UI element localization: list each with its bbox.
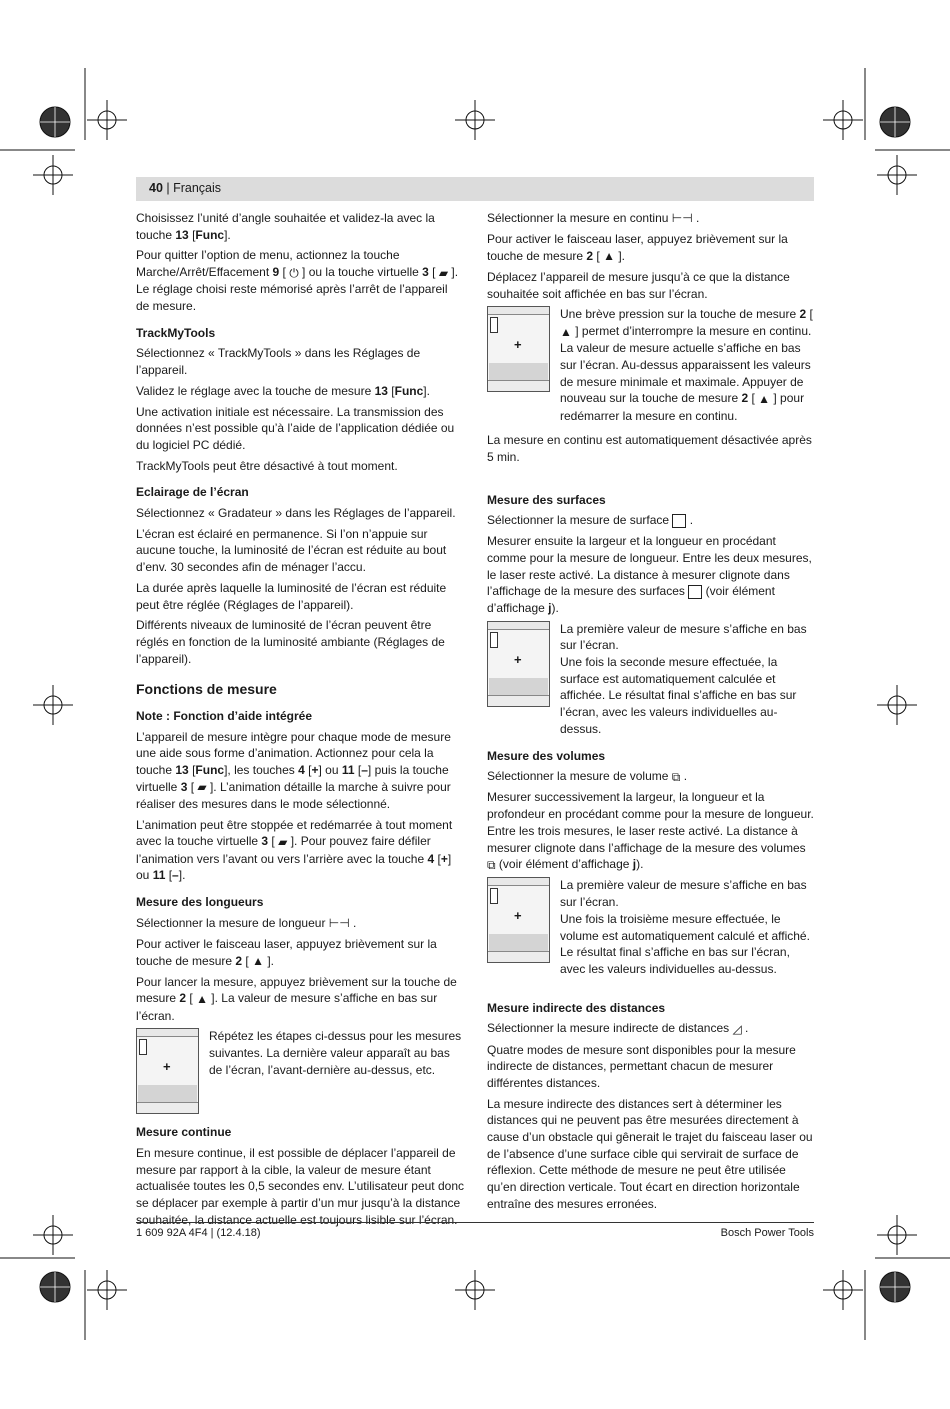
paragraph: Quatre modes de mesure sont disponibles pour la mesure indirecte de distances, permettant chacun de mesurer différentes distances.	[487, 1042, 796, 1090]
paragraph: Sélectionner la mesure en continu ⊢⊣ .	[487, 211, 700, 226]
page-number: 40	[149, 181, 163, 195]
page-footer	[136, 1222, 814, 1239]
chapter-heading: Fonctions de mesure	[136, 681, 277, 698]
figure-row: + Une brève pression sur la touche de mesure 2 [ ▲ ] permet d’interrompre la mesure en continu. La valeur de mesure actuelle s’affiche en bas sur l’écran. Au-dessus apparaissent les valeurs de mesure minimale et maximale. Appuyer de nouveau sur la touche de mesure 2 [ ▲ ] pour redémarrer la mesure en continu.	[487, 306, 815, 424]
paragraph: Mesurer ensuite la largeur et la longueur en procédant comme pour la mesure de longueur. Entre les deux mesures, le laser reste activé. La distance à mesurer clignote dans l’affichage de la mesure des surfaces (voir élément d’affichage j).	[487, 534, 812, 615]
section-heading: Mesure des volumes	[487, 748, 606, 763]
paragraph: Pour lancer la mesure, appuyez brièvement sur la touche de mesure 2 [ ▲ ]. La valeur de mesure s’affiche en bas sur l’écran.	[136, 974, 457, 1023]
figure-row: + Répétez les étapes ci-dessus pour les mesures suivantes. La dernière valeur apparaît au bas de l’écran, l’avant-dernière au-dessus, etc.	[136, 1028, 464, 1114]
paragraph: Sélectionner la mesure de surface .	[487, 513, 694, 528]
paragraph: Pour quitter l’option de menu, actionnez la touche Marche/Arrêt/Effacement 9 [ ⏻ ] ou la touche virtuelle 3 [ ▰ ]. Le réglage choisi reste mémorisé après l’arrêt de l’appareil de mesure.	[136, 248, 459, 313]
softkey-icon: ▰	[438, 265, 449, 280]
paragraph: Validez le réglage avec la touche de mesure 13 [Func].	[136, 383, 430, 398]
battery-icon	[139, 1039, 147, 1055]
paragraph: Mesurer successivement la largeur, la longueur et la profondeur en procédant comme pour la mesure de longueur. Entre les trois mesures, le laser reste activé. La distance à mesurer clignote dans l’affichage de la mesure des volumes ⧉ (voir élément d’affichage j).	[487, 790, 814, 872]
paragraph: Sélectionner la mesure de volume ⧉ .	[487, 769, 688, 784]
figure-row: + La première valeur de mesure s’affiche en bas sur l’écran. Une fois la troisième mesure effectuée, le volume est automatiquement calculé et affiché. Le résultat final s’affiche en bas sur l’écran, avec les valeurs individuelles au-dessus.	[487, 877, 815, 977]
paragraph: Une activation initiale est nécessaire. La transmission des données n’est possible qu’à l’aide de l’application dédiée ou du logiciel PC dédié.	[136, 404, 455, 452]
section-heading: Eclairage de l’écran	[136, 485, 249, 500]
measure-key-icon: ▲	[560, 324, 572, 339]
volume-mode-icon: ⧉	[487, 857, 496, 872]
right-column	[487, 210, 815, 1217]
softkey-icon: ▰	[197, 780, 207, 795]
power-key-icon: ⏻	[289, 265, 299, 280]
paragraph: Sélectionner la mesure de longueur ⊢⊣ .	[136, 915, 357, 931]
length-mode-icon: ⊢⊣	[328, 916, 350, 931]
device-display-illustration	[136, 1028, 199, 1114]
page-language: Français	[173, 181, 222, 195]
paragraph: Déplacez l’appareil de mesure jusqu’à ce que la distance souhaitée soit affichée en bas sur l’écran.	[487, 270, 790, 301]
section-heading: Note : Fonction d’aide intégrée	[136, 709, 313, 724]
left-column	[136, 210, 464, 1233]
paragraph: L’appareil de mesure intègre pour chaque mode de mesure une aide sous forme d’animation. Actionnez pour cela la touche 13 [Func], les touches 4 [+] ou 11 [–] puis la touche virtuelle 3 [ ▰ ]. L’animation détaille la marche à suivre pour réaliser des mesures dans le mode sélectionné.	[136, 729, 451, 812]
device-display-illustration: +	[487, 306, 550, 392]
paragraph: Pour activer le faisceau laser, appuyez brièvement sur la touche de mesure 2 [ ▲ ].	[136, 936, 437, 969]
surface-mode-icon	[672, 514, 686, 528]
continuous-mode-icon: ⊢⊣	[671, 211, 693, 226]
paragraph: L’animation peut être stoppée et redémarrée à tout moment avec la touche virtuelle 3 [ ▰ ]. Pour pouvez faire défiler l’animation vers l’avant ou vers l’arrière avec la touche 4 [+] ou 11 [–].	[136, 817, 453, 883]
softkey-icon: ▰	[278, 834, 288, 849]
paragraph: L’écran est éclairé en permanence. Si l’on n’appuie sur aucune touche, la luminosité de l’écran est réduite au bout d’env. 30 secondes afin de ménager l’accu.	[136, 526, 447, 575]
volume-mode-icon: ⧉	[671, 769, 681, 784]
paragraph: En mesure continue, il est possible de déplacer l’appareil de mesure par rapport à la cible, la valeur de mesure étant actualisée toutes les 0,5 secondes env. L’utilisateur peut donc se déplacer par exemple à partir d’un mur jusqu’à la distance souhaitée, la distance actuelle est toujours lisible sur l’écran.	[136, 1146, 464, 1227]
section-heading: Mesure continue	[136, 1125, 232, 1140]
paragraph: La durée après laquelle la luminosité de l’écran est réduite peut être réglée (Réglages de l’appareil).	[136, 580, 447, 612]
figure-row: + La première valeur de mesure s’affiche en bas sur l’écran. Une fois la seconde mesure effectuée, la surface est automatiquement calculée et affichée. Le résultat final s’affiche en bas sur l’écran, avec les valeurs individuelles au-dessus.	[487, 621, 815, 738]
paragraph: Choisissez l’unité d’angle souhaitée et validez-la avec la touche 13 [Func].	[136, 211, 435, 242]
section-heading: Mesure indirecte des distances	[487, 1000, 666, 1015]
section-heading: TrackMyTools	[136, 325, 216, 340]
surface-mode-icon	[688, 585, 702, 599]
paragraph: La mesure en continu est automatiquement désactivée après 5 min.	[487, 433, 812, 465]
crosshair-icon: +	[163, 1059, 171, 1075]
page-header: 40 | Français	[136, 177, 814, 201]
paragraph: La mesure indirecte des distances sert à déterminer les distances qui ne peuvent pas être mesurées directement à cause d’un obstacle qui gênerait le trajet du faisceau laser ou de l’absence d’une surface cible qui servirait de surface de réflexion. Cette méthode de mesure ne peut être utilisée qu’en direction verticale. Tout écart en direction horizontale entraîne des mesures erronées.	[487, 1096, 813, 1211]
paragraph: Différents niveaux de luminosité de l’écran peuvent être réglés en fonction de la luminosité ambiante (Réglages de l’appareil).	[136, 618, 445, 666]
measure-key-icon: ▲	[603, 249, 615, 264]
paragraph: Sélectionnez « Gradateur » dans les Réglages de l’appareil.	[136, 506, 456, 521]
brand-name: Bosch Power Tools	[720, 1227, 814, 1239]
measure-key-icon: ▲	[196, 991, 208, 1006]
paragraph: TrackMyTools peut être désactivé à tout moment.	[136, 458, 398, 473]
measure-key-icon: ▲	[252, 954, 264, 969]
section-heading: Mesure des longueurs	[136, 895, 264, 910]
device-display-illustration: +	[487, 621, 550, 707]
paragraph: Sélectionnez « TrackMyTools » dans les Réglages de l’appareil.	[136, 346, 421, 378]
measure-key-icon: ▲	[758, 391, 771, 406]
indirect-mode-icon: ◿	[732, 1021, 742, 1036]
section-heading: Mesure des surfaces	[487, 492, 606, 507]
device-display-illustration: +	[487, 877, 550, 963]
paragraph: Pour activer le faisceau laser, appuyez brièvement sur la touche de mesure 2 [ ▲ ].	[487, 232, 788, 264]
document-code: 1 609 92A 4F4 | (12.4.18)	[136, 1227, 261, 1239]
paragraph: Sélectionner la mesure indirecte de distances ◿ .	[487, 1021, 749, 1036]
